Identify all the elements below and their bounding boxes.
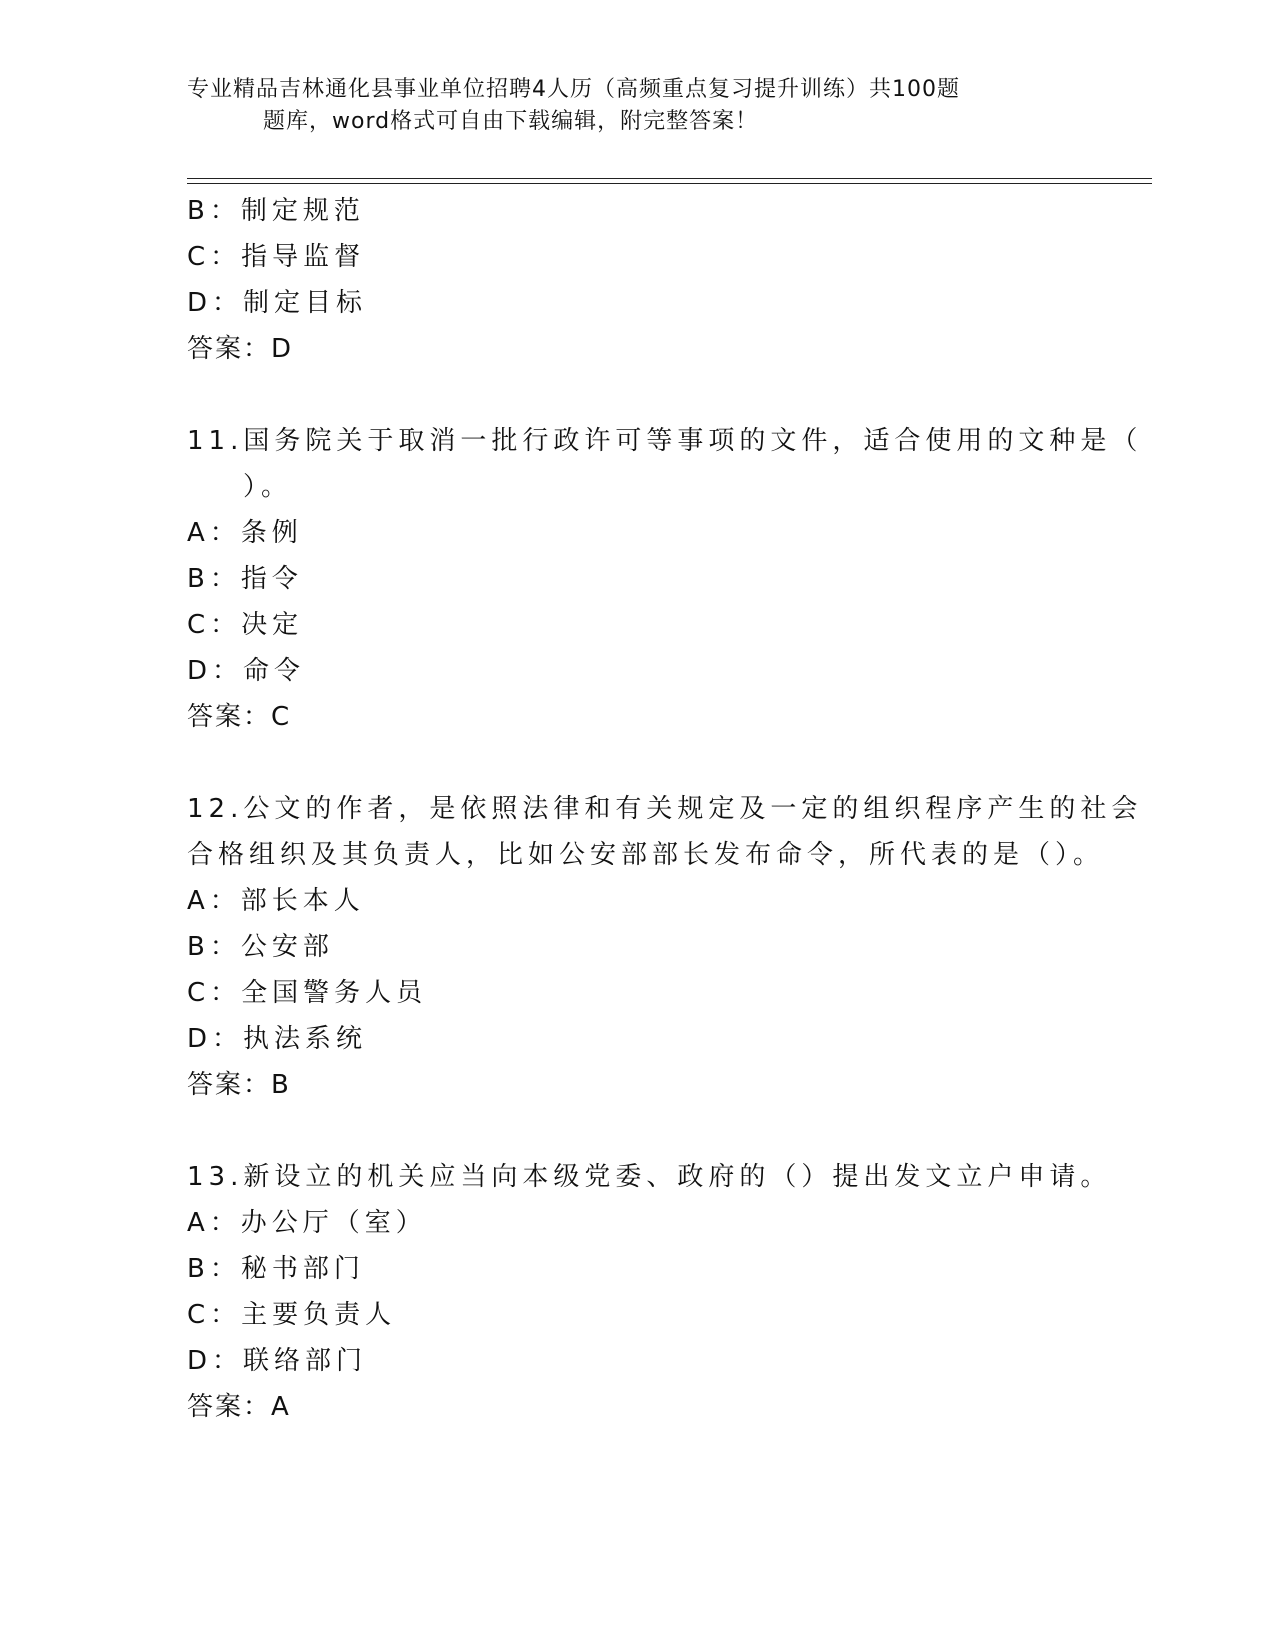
option-a: A：条例 xyxy=(187,518,303,548)
option-a: A：办公厅（室） xyxy=(187,1208,427,1238)
question-12 xyxy=(187,786,1143,1108)
question-text-continued: 合格组织及其负责人，比如公安部部长发布命令，所代表的是（）。 xyxy=(187,840,1105,870)
question-text-continued: ）。 xyxy=(243,472,293,502)
option-c: C：主要负责人 xyxy=(187,1300,397,1330)
question-13 xyxy=(187,1154,1112,1430)
option-d: D：执法系统 xyxy=(187,1024,368,1054)
option-b: B：秘书部门 xyxy=(187,1254,365,1284)
answer-line: 答案：D xyxy=(187,334,294,364)
question-11 xyxy=(187,418,1143,740)
question-10-tail xyxy=(187,188,1087,372)
option-c: C：指导监督 xyxy=(187,242,366,272)
header-line-2: 题库，word格式可自由下载编辑，附完整答案！ xyxy=(263,109,759,134)
document-body xyxy=(187,188,1143,1430)
question-text: 12.公文的作者，是依照法律和有关规定及一定的组织程序产生的社会 xyxy=(187,794,1143,824)
header-line-1: 专业精品吉林通化县事业单位招聘4人历（高频重点复习提升训练）共100题 xyxy=(187,77,960,102)
answer-line: 答案：C xyxy=(187,702,292,732)
option-c: C：全国警务人员 xyxy=(187,978,428,1008)
answer-line: 答案：B xyxy=(187,1070,291,1100)
option-b: B：指令 xyxy=(187,564,303,594)
question-text: 11.国务院关于取消一批行政许可等事项的文件，适合使用的文种是（ xyxy=(187,426,1143,456)
question-text: 13.新设立的机关应当向本级党委、政府的（）提出发文立户申请。 xyxy=(187,1162,1112,1192)
option-c: C：决定 xyxy=(187,610,304,640)
answer-line: 答案：A xyxy=(187,1392,291,1422)
option-d: D：制定目标 xyxy=(187,288,368,318)
option-b: B：制定规范 xyxy=(187,196,365,226)
option-b: B：公安部 xyxy=(187,932,334,962)
option-d: D：命令 xyxy=(187,656,306,686)
document-header xyxy=(187,74,1067,138)
option-d: D：联络部门 xyxy=(187,1346,368,1376)
option-a: A：部长本人 xyxy=(187,886,365,916)
header-divider-bottom xyxy=(187,183,1152,184)
header-divider-top xyxy=(187,178,1152,179)
